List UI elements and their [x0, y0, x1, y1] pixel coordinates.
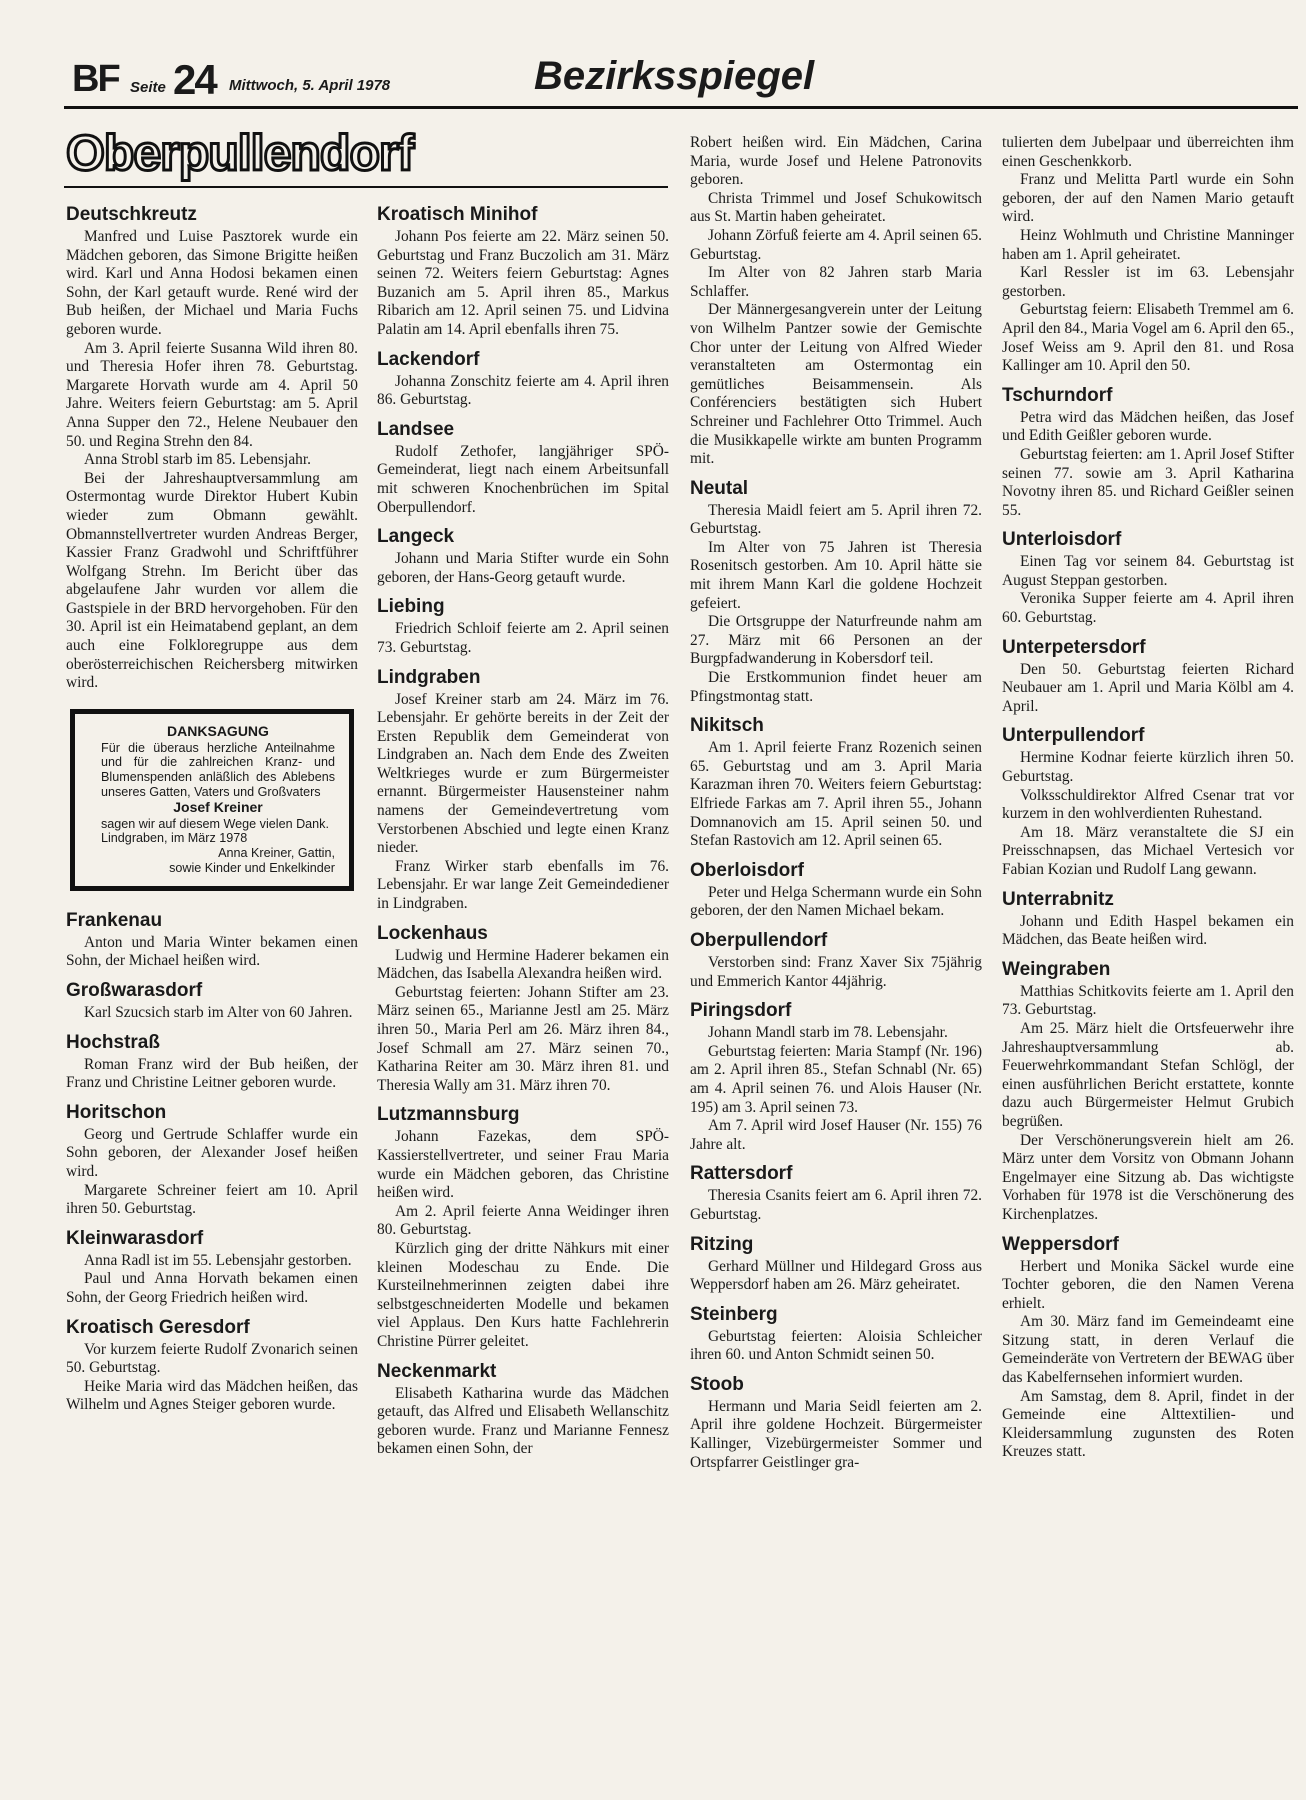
news-paragraph: Geburtstag feiern: Elisabeth Tremmel am 6. April den 84., Maria Vogel am 6. April den 65., Josef Weiss am 9. April den 81. und Rosa Kallinger am 10. April den 50.	[1002, 301, 1294, 375]
news-paragraph: Den 50. Geburtstag feierten Richard Neubauer am 1. April und Maria Kölbl am 4. April.	[1002, 660, 1294, 715]
news-paragraph: Am 30. März fand im Gemeindeamt eine Sitzung statt, in deren Verlauf die Gemeinderäte von Vertretern der BEWAG über das Kabelfernsehen informiert wurden.	[1002, 1313, 1294, 1387]
town-heading: Nikitsch	[690, 715, 764, 737]
news-paragraph: Karl Szucsich starb im Alter von 60 Jahren.	[84, 1004, 353, 1021]
notice-text: Für die überaus herzliche Anteilnahme und für die zahlreichen Kranz- und Blumenspenden anläßlich des Ablebens unseres Gatten, Vaters und Großvaters	[101, 740, 335, 800]
town-heading: Ritzing	[690, 1233, 754, 1255]
town-heading: Stoob	[690, 1373, 744, 1395]
town-heading: Steinberg	[690, 1303, 778, 1325]
town-heading: Kleinwarasdorf	[66, 1227, 204, 1249]
news-paragraph: Bei der Jahreshauptversammlung am Ostermontag wurde Direktor Hubert Kubin wieder zum Obmann gewählt. Obmannstellvertreter wurden Andreas Berger, Kassier Franz Gradwohl und Schriftführer Wolfgang Strehn. Im Bericht über das abgelaufene Jahr wurden vor allem die Gastspiele in der BRD hervorgehoben. Für den 30. April ist ein Heimatabend geplant, an dem auch eine Folkloregruppe aus dem oberösterreichischen Reichersberg mitwirken wird.	[66, 469, 358, 692]
news-paragraph: Johann Mandl starb im 78. Lebensjahr.	[708, 1024, 948, 1042]
news-item	[66, 1227, 358, 1308]
news-paragraph: Johann Fazekas, dem SPÖ-Kassierstellvertreter, und seiner Frau Maria wurde ein Mädchen geboren, das Christine heißen wird.	[377, 1128, 669, 1202]
news-paragraph: Am 18. März veranstaltete die SJ ein Preisschnapsen, das Michael Vertesich vor Fabian Kozian und Rudolf Lang gewann.	[1002, 823, 1294, 878]
news-item	[1002, 134, 1294, 376]
town-heading: Kroatisch Minihof	[377, 204, 538, 225]
news-paragraph: Georg und Gertrude Schlaffer wurde ein Sohn geboren, der Alexander Josef heißen wird.	[66, 1125, 358, 1180]
news-paragraph: Peter und Helga Schermann wurde ein Sohn geboren, der den Namen Michael bekam.	[690, 883, 982, 920]
news-paragraph: Kürzlich ging der dritte Nähkurs mit einer kleinen Modeschau zu Ende. Die Kursteilnehmerinnen zeigten dabei ihre selbstgeschneiderten Modelle und bekamen viel Applaus. Den Kurs hatte Fachlehrerin Christine Pürrer geleitet.	[377, 1239, 669, 1350]
news-item	[690, 477, 982, 707]
news-item	[66, 1031, 358, 1093]
news-paragraph: Am 2. April feierte Anna Weidinger ihren 80. Geburtstag.	[377, 1202, 669, 1239]
news-paragraph: Theresia Csanits feiert am 6. April ihren 72. Geburtstag.	[690, 1187, 982, 1223]
news-paragraph: Matthias Schitkovits feierte am 1. April den 73. Geburtstag.	[1002, 982, 1294, 1019]
news-item	[1002, 384, 1294, 521]
town-heading: Neckenmarkt	[377, 1360, 497, 1382]
news-paragraph: Verstorben sind: Franz Xaver Six 75jährig und Emmerich Kantor 44jährig.	[690, 953, 982, 990]
issue-date: Mittwoch, 5. April 1978	[229, 77, 391, 94]
news-paragraph: Am 3. April feierte Susanna Wild ihren 80. und Theresia Hofer ihren 78. Geburtstag. Margarete Horvath wurde am 4. April 50 Jahre. Weiters feiern Geburtstag: am 5. April Anna Supper den 72., Helene Neubauer den 50. und Regina Strehn den 84.	[66, 339, 358, 450]
news-paragraph: Am Samstag, dem 8. April, findet in der Gemeinde eine Alttextilien- und Kleidersammlung zugunsten des Roten Kreuzes statt.	[1002, 1387, 1294, 1461]
news-paragraph: Veronika Supper feierte am 4. April ihren 60. Geburtstag.	[1002, 590, 1294, 627]
news-paragraph: Vor kurzem feierte Rudolf Zvonarich seinen 50. Geburtstag.	[66, 1340, 358, 1377]
town-heading: Lutzmannsburg	[377, 1104, 520, 1126]
news-paragraph: Elisabeth Katharina wurde das Mädchen getauft, das Alfred und Elisabeth Wellanschitz geboren wurde. Franz und Marianne Fennesz bekamen einen Sohn, der	[377, 1384, 669, 1458]
news-item	[377, 666, 669, 914]
news-item	[690, 1162, 982, 1224]
news-paragraph: Einen Tag vor seinem 84. Geburtstag ist August Steppan gestorben.	[1002, 553, 1294, 589]
news-item	[690, 134, 982, 469]
news-paragraph: Im Alter von 82 Jahren starb Maria Schlaffer.	[690, 264, 982, 300]
news-item	[377, 1360, 669, 1459]
notice-name: Josef Kreiner	[173, 798, 263, 815]
news-paragraph: Volksschuldirektor Alfred Csenar trat vor kurzem in den wohlverdienten Ruhestand.	[1002, 786, 1294, 823]
news-paragraph: Am 7. April wird Josef Hauser (Nr. 155) 76 Jahre alt.	[690, 1117, 982, 1153]
news-paragraph: Die Ortsgruppe der Naturfreunde nahm am 27. März mit 66 Personen an der Burgpfadwanderung in Kobersdorf teil.	[690, 613, 982, 668]
notice-signature: sowie Kinder und Enkelkinder	[169, 861, 335, 876]
news-item	[1002, 1233, 1294, 1463]
news-paragraph: Manfred und Luise Pasztorek wurde ein Mädchen geboren, das Simone Brigitte heißen wird. Karl und Anna Hodosi bekamen einen Sohn, der Karl getauft wurde. René wird der Bub heißen, der Michael und Maria Fuchs geboren wurde.	[66, 228, 358, 338]
news-paragraph: Die Erstkommunion findet heuer am Pfingstmontag statt.	[690, 669, 982, 705]
column-2	[377, 203, 669, 1467]
news-paragraph: Geburtstag feierten: Aloisia Schleicher ihren 60. und Anton Schmidt seinen 50.	[690, 1327, 982, 1364]
town-heading: Lindgraben	[377, 666, 481, 688]
news-paragraph: Anna Radl ist im 55. Lebensjahr gestorben.	[84, 1251, 352, 1269]
news-paragraph: Der Männergesangverein unter der Leitung von Wilhelm Pantzer sowie der Gemischte Chor unter der Leitung von Alfred Wieder veranstalteten am Ostermontag ein gemütliches Beisammensein. Als Conférenciers bestätigten sich Hubert Schreiner und Fachlehrer Otto Trimmel. Auch die Musikkapelle wirkte am bunten Programm mit.	[690, 301, 982, 468]
newspaper-logo: BF	[72, 58, 119, 100]
news-paragraph: Heinz Wohlmuth und Christine Manninger haben am 1. April geheiratet.	[1002, 226, 1294, 263]
kicker-rule	[64, 186, 668, 188]
news-paragraph: Johann Pos feierte am 22. März seinen 50. Geburtstag und Franz Buczolich am 31. März seinen 72. Weiters feiern Geburtstag: Agnes Buzanich am 5. April ihren 85., Markus Ribarich am 12. April seinen 75. und Lidvina Palatin am 14. April ebenfalls ihren 75.	[377, 228, 669, 338]
news-paragraph: Hermine Kodnar feierte kürzlich ihren 50. Geburtstag.	[1002, 749, 1294, 786]
news-paragraph: Josef Kreiner starb am 24. März im 76. Lebensjahr. Er gehörte bereits in der Zeit der Ersten Republik dem Gemeinderat von Lindgraben an. Nach dem Ende des Zweiten Weltkrieges wurde er zum Bürgermeister ernannt. Bürgermeister Hausensteiner nahm namens der Gemeindevertretung vom Verstorbenen Abschied und legte einen Kranz nieder.	[377, 690, 669, 857]
news-item	[1002, 724, 1294, 879]
news-item	[66, 203, 358, 693]
news-item	[690, 1233, 982, 1295]
news-paragraph: Der Verschönerungsverein hielt am 26. März unter dem Vorsitz von Obmann Johann Engelmayer eine Sitzung ab. Das wichtigste Vorhaben für 1978 ist die Verschönerung des Kirchenplatzes.	[1002, 1131, 1294, 1223]
news-item	[377, 418, 669, 517]
news-item	[1002, 958, 1294, 1225]
page-number: 24	[173, 56, 216, 103]
news-item	[377, 1103, 669, 1351]
district-kicker: Oberpullendorf	[66, 125, 414, 181]
danksagung-notice	[70, 709, 354, 891]
news-item	[690, 929, 982, 991]
news-paragraph: Rudolf Zethofer, langjähriger SPÖ-Gemeinderat, liegt nach einem Arbeitsunfall mit schweren Knochenbrüchen im Spital Oberpullendorf.	[377, 442, 669, 516]
news-paragraph: Hermann und Maria Seidl feierten am 2. April ihre goldene Hochzeit. Bürgermeister Kallinger, Vizebürgermeister Sommer und Ortspfarrer Geistlinger gra-	[690, 1397, 982, 1471]
town-heading: Oberpullendorf	[690, 929, 828, 951]
masthead-rule	[64, 106, 1298, 109]
section-title: Bezirksspiegel	[534, 54, 815, 98]
notice-heading: DANKSAGUNG	[167, 722, 269, 739]
news-item	[690, 859, 982, 921]
news-paragraph: Heike Maria wird das Mädchen heißen, das Wilhelm und Agnes Steiger geboren wurde.	[66, 1377, 358, 1414]
town-heading: Deutschkreutz	[66, 204, 197, 225]
news-paragraph: Friedrich Schloif feierte am 2. April seinen 73. Geburtstag.	[377, 620, 669, 656]
news-paragraph: tulierten dem Jubelpaar und überreichten ihm einen Geschenkkorb.	[1002, 134, 1294, 170]
town-heading: Kroatisch Geresdorf	[66, 1316, 250, 1338]
town-heading: Unterpetersdorf	[1002, 636, 1146, 658]
notice-signature: Anna Kreiner, Gattin,	[218, 846, 335, 861]
town-heading: Landsee	[377, 418, 455, 440]
news-item	[66, 909, 358, 971]
town-heading: Lackendorf	[377, 348, 480, 370]
town-heading: Unterloisdorf	[1002, 529, 1122, 551]
news-paragraph: Robert heißen wird. Ein Mädchen, Carina Maria, wurde Josef und Helene Patronovits geboren.	[690, 134, 982, 189]
town-heading: Unterpullendorf	[1002, 725, 1145, 747]
town-heading: Großwarasdorf	[66, 980, 203, 1001]
news-item	[1002, 636, 1294, 717]
news-paragraph: Karl Ressler ist im 63. Lebensjahr gestorben.	[1002, 264, 1294, 300]
news-paragraph: Geburtstag feierten: am 1. April Josef Stifter seinen 77. sowie am 3. April Katharina Novotny ihren 85. und Richard Geißler seinen 55.	[1002, 445, 1294, 519]
news-paragraph: Franz Wirker starb ebenfalls im 76. Lebensjahr. Er war lange Zeit Gemeindediener in Lindgraben.	[377, 857, 669, 913]
town-heading: Tschurndorf	[1002, 384, 1113, 406]
news-paragraph: Geburtstag feierten: Maria Stampf (Nr. 196) am 2. April ihren 85., Stefan Schnabl (Nr. 65) am 4. April seinen 76. und Alois Hauser (Nr. 195) am 3. April seinen 73.	[690, 1042, 982, 1116]
notice-thanks: sagen wir auf diesem Wege vielen Dank.	[101, 816, 329, 831]
news-item	[690, 714, 982, 851]
page-label: Seite	[130, 79, 166, 96]
news-item	[1002, 888, 1294, 950]
news-item	[66, 979, 358, 1023]
news-paragraph: Anton und Maria Winter bekamen einen Sohn, der Michael heißen wird.	[66, 933, 358, 970]
town-heading: Horitschon	[66, 1101, 167, 1123]
news-paragraph: Margarete Schreiner feiert am 10. April ihren 50. Geburtstag.	[66, 1181, 358, 1218]
news-item	[690, 1303, 982, 1365]
column-1	[66, 203, 358, 1423]
news-paragraph: Petra wird das Mädchen heißen, das Josef und Edith Geißler geboren wurde.	[1002, 408, 1294, 445]
news-paragraph: Am 1. April feierte Franz Rozenich seinen 65. Geburtstag und am 3. April Maria Karazman ihren 70. Weiters feiern Geburtstag: Elfriede Farkas am 7. April ihren 55., Johann Domnanovich am 15. April seinen 50. und Stefan Rastovich am 12. April seinen 65.	[690, 739, 982, 850]
news-item	[377, 203, 669, 340]
news-item	[377, 525, 669, 587]
column-4	[1002, 134, 1294, 1470]
news-paragraph: Franz und Melitta Partl wurde ein Sohn geboren, der auf den Namen Mario getauft wird.	[1002, 171, 1294, 226]
masthead	[64, 52, 1298, 110]
news-paragraph: Christa Trimmel und Josef Schukowitsch aus St. Martin haben geheiratet.	[690, 189, 982, 226]
news-paragraph: Theresia Maidl feiert am 5. April ihren 72. Geburtstag.	[690, 501, 982, 538]
news-item	[66, 1316, 358, 1415]
news-paragraph: Roman Franz wird der Bub heißen, der Franz und Christine Leitner geboren wurde.	[66, 1055, 358, 1092]
town-heading: Weingraben	[1002, 958, 1111, 980]
news-paragraph: Paul und Anna Horvath bekamen einen Sohn, der Georg Friedrich heißen wird.	[66, 1270, 358, 1306]
news-paragraph: Im Alter von 75 Jahren ist Theresia Rosenitsch gestorben. Am 10. April hätte sie mit ihrem Mann Karl die goldene Hochzeit gefeiert.	[690, 538, 982, 612]
town-heading: Weppersdorf	[1002, 1233, 1119, 1255]
news-paragraph: Gerhard Müllner und Hildegard Gross aus Weppersdorf haben am 26. März geheiratet.	[690, 1257, 982, 1294]
notice-place: Lindgraben, im März 1978	[101, 831, 248, 846]
news-item	[690, 999, 982, 1154]
town-heading: Rattersdorf	[690, 1163, 793, 1185]
town-heading: Neutal	[690, 477, 749, 499]
news-item	[66, 1101, 358, 1219]
town-heading: Piringsdorf	[690, 1000, 792, 1022]
column-3	[690, 134, 982, 1480]
town-heading: Frankenau	[66, 909, 163, 931]
town-heading: Langeck	[377, 526, 455, 548]
news-paragraph: Ludwig und Hermine Haderer bekamen ein Mädchen, das Isabella Alexandra heißen wird.	[377, 946, 669, 983]
news-item	[377, 595, 669, 657]
news-item	[690, 1373, 982, 1472]
news-paragraph: Anna Strobl starb im 85. Lebensjahr.	[84, 451, 311, 469]
news-item	[377, 922, 669, 1096]
news-paragraph: Herbert und Monika Säckel wurde eine Tochter geboren, die den Namen Verena erhielt.	[1002, 1257, 1294, 1312]
news-paragraph: Johann und Maria Stifter wurde ein Sohn geboren, der Hans-Georg getauft wurde.	[377, 550, 669, 586]
town-heading: Liebing	[377, 596, 445, 618]
news-paragraph: Johanna Zonschitz feierte am 4. April ihren 86. Geburtstag.	[377, 372, 669, 409]
news-paragraph: Am 25. März hielt die Ortsfeuerwehr ihre Jahreshauptversammlung ab. Feuerwehrkommandant Stefan Schlögl, der einen ausführlichen Bericht erstattete, konnte dazu auch Bürgermeister Helmut Grubich begrüßen.	[1002, 1019, 1294, 1130]
news-item	[1002, 528, 1294, 627]
town-heading: Lockenhaus	[377, 922, 488, 944]
town-heading: Oberloisdorf	[690, 859, 805, 881]
town-heading: Hochstraß	[66, 1031, 160, 1053]
town-heading: Unterrabnitz	[1002, 888, 1114, 910]
news-paragraph: Geburtstag feierten: Johann Stifter am 23. März seinen 65., Marianne Jestl am 25. März ihren 50., Maria Perl am 26. März ihren 84., Josef Schmall am 27. März seinen 70., Katharina Reiter am 30. März ihren 81. und Theresia Wally am 31. März ihren 70.	[377, 983, 669, 1094]
news-paragraph: Johann und Edith Haspel bekamen ein Mädchen, das Beate heißen wird.	[1002, 912, 1294, 949]
news-paragraph: Johann Zörfuß feierte am 4. April seinen 65. Geburtstag.	[690, 226, 982, 263]
news-item	[377, 348, 669, 410]
